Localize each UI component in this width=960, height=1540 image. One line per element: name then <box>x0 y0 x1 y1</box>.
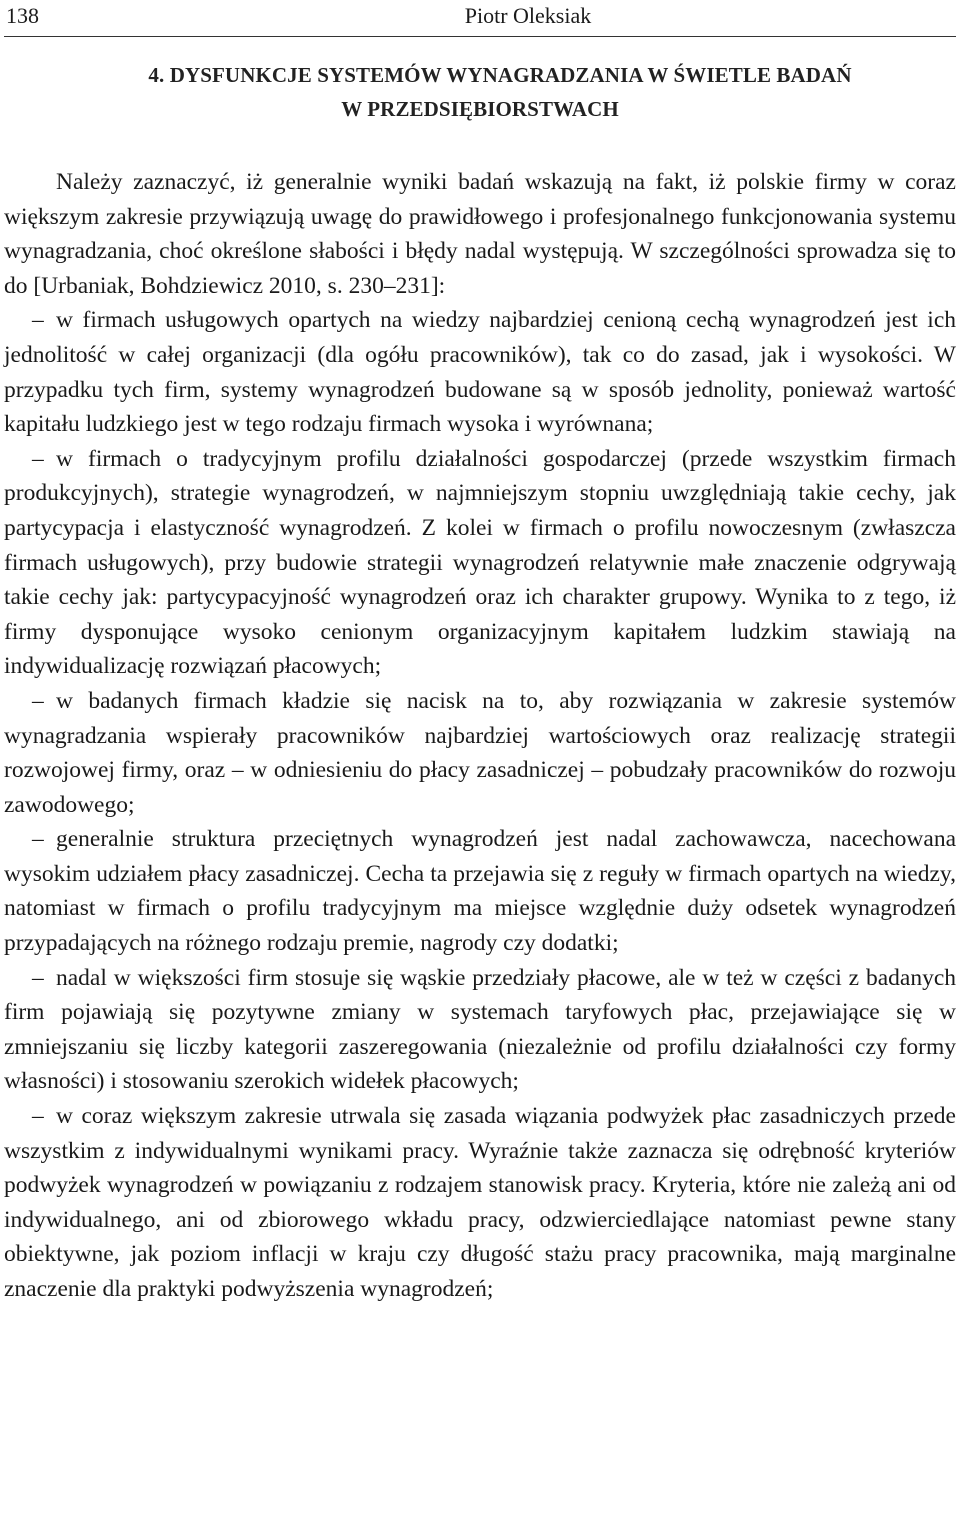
dash-bullet: – <box>32 307 44 334</box>
section-heading-line-2: W PRZEDSIĘBIORSTWACH <box>341 97 619 121</box>
list-item-text: nadal w większości firm stosuje się wąskie przedziały płacowe, ale w też w części z badanych firm pojawiają się pozytywne zmiany w systemach taryfowych płac, przejawiające się w zmniejszaniu się liczby kategorii zaszeregowania (niezależnie od profilu działalności czy formy własności) i stosowaniu szerokich widełek płacowych; <box>4 964 956 1095</box>
list-item <box>4 684 956 822</box>
dash-bullet: – <box>32 826 44 853</box>
section-heading-line-1: 4. DYSFUNKCJE SYSTEMÓW WYNAGRADZANIA W ŚWIETLE BADAŃ <box>148 63 852 87</box>
list-item <box>4 303 956 441</box>
list-item <box>4 1099 956 1307</box>
body-text <box>4 165 956 1307</box>
list-item-text: generalnie struktura przeciętnych wynagrodzeń jest nadal zachowawcza, nacechowana wysokim udziałem płacy zasadniczej. Cecha ta przejawia się z reguły w firmach opartych na wiedzy, natomiast w firmach o profilu tradycyjnym ma miejsce względnie duży odsetek wynagrodzeń przypadających na różnego rodzaju premie, nagrody czy dodatki; <box>4 826 956 957</box>
page-number: 138 <box>6 3 39 28</box>
dash-bullet: – <box>32 687 44 714</box>
list-item-text: w badanych firmach kładzie się nacisk na to, aby rozwiązania w zakresie systemów wynagradzania wspierały pracowników najbardziej wartościowych oraz realizację strategii rozwojowej firmy, oraz – w odniesieniu do płacy zasadniczej – pobudzały pracowników do rozwoju zawodowego; <box>4 687 956 818</box>
list-item <box>4 822 956 960</box>
list-item-text: w firmach o tradycyjnym profilu działalności gospodarczej (przede wszystkim firmach produkcyjnych), strategie wynagrodzeń, w najmniejszym stopniu uwzględniają takie cechy, jak partycypacja i elastyczność wynagrodzeń. Z kolei w firmach o profilu nowoczesnym (zwłaszcza firmach usługowych), przy budowie strategii wynagrodzeń relatywnie małe znaczenie odgrywają takie cechy jak: partycypacyjność wynagrodzeń oraz ich charakter grupowy. Wynika to z tego, iż firmy dysponujące wysoko cenionym organizacyjnym kapitałem ludzkim stawiają na indywidualizację rozwiązań płacowych; <box>4 445 956 680</box>
list-item-text: w firmach usługowych opartych na wiedzy najbardziej cenioną cechą wynagrodzeń jest ich jednolitość w całej organizacji (dla ogółu pracowników), tak co do zasad, jak i wysokości. W przypadku tych firm, systemy wynagrodzeń budowane są w sposób jednolity, ponieważ wartość kapitału ludzkiego jest w tego rodzaju firmach wysoka i wyrównana; <box>4 307 956 438</box>
running-header-author: Piotr Oleksiak <box>464 3 592 28</box>
intro-paragraph: Należy zaznaczyć, iż generalnie wyniki badań wskazują na fakt, iż polskie firmy w coraz większym zakresie przywiązują uwagę do prawidłowego i profesjonalnego funkcjonowania systemu wynagradzania, choć określone słabości i błędy nadal występują. W szczególności sprowadza się to do [Urbaniak, Bohdziewicz 2010, s. 230–231]: <box>4 169 956 299</box>
list-item <box>4 442 956 684</box>
dash-bullet: – <box>32 1103 44 1130</box>
running-header <box>4 0 956 37</box>
dash-bullet: – <box>32 964 44 991</box>
list-item <box>4 961 956 1099</box>
list-item-text: w coraz większym zakresie utrwala się zasada wiązania podwyżek płac zasadniczych przede wszystkim z indywidualnymi wynikami pracy. Wyraźnie także zaznacza się odrębność kryteriów podwyżek wynagrodzeń w powiązaniu z rodzajem stanowisk pracy. Kryteria, które nie zależą ani od indywidualnego, ani od zbiorowego wkładu pracy, odzwierciedlające natomiast pewne stany obiektywne, jak poziom inflacji w kraju czy długość stażu pracy pracownika, mają marginalne znaczenie dla praktyki podwyższenia wynagrodzeń; <box>4 1103 956 1302</box>
section-heading <box>0 58 960 126</box>
dash-bullet: – <box>32 445 44 472</box>
